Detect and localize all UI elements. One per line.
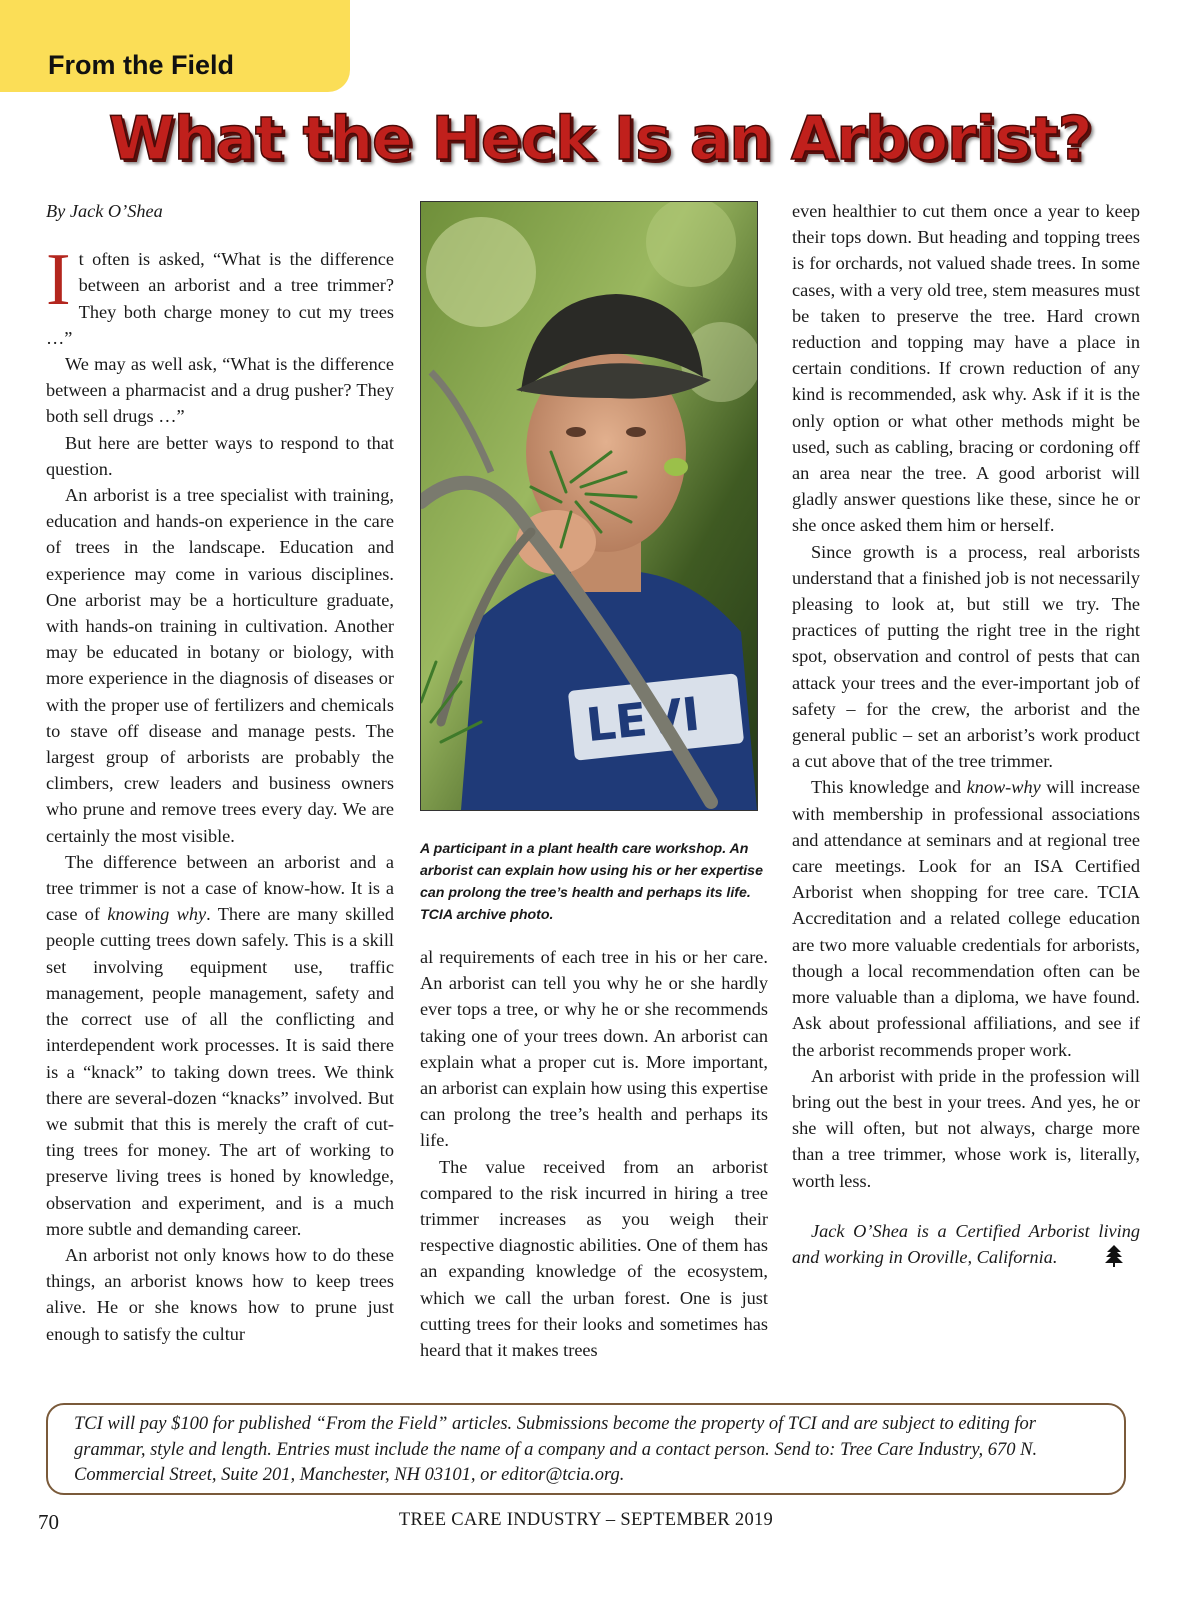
author-bio [792,1218,1140,1274]
bio-text: Jack O’Shea is a Certified Arborist living and working in Oroville, California. [792,1220,1140,1267]
paragraph: An arborist not only knows how to do these things, an arborist knows how to keep trees alive. He or she knows how to prune just enough to satisfy the cultur [46,1244,394,1344]
photo-caption: A participant in a plant health care workshop. An arborist can explain how using his or her expertise can prolong the tree’s health and perhaps its life. TCIA archive photo. [420,841,763,923]
submission-notice: TCI will pay $100 for published “From the Field” articles. Submissions become the property of TCI and are subject to editing for grammar, style and length. Entries must include the name of a company and a contact person. Send to: Tree Care Industry, 670 N. Commercial Street, Suite 201, Manchester, NH 03101, or editor@tcia.org. [46,1403,1126,1495]
section-tab [0,0,350,92]
paragraph [46,239,394,351]
section-label: From the Field [48,50,235,80]
photo-illustration [421,202,757,810]
column-2 [420,944,768,1363]
running-footer: TREE CARE INDUSTRY – SEPTEMBER 2019 [398,1510,774,1530]
shirt-text: LEVI [583,686,703,753]
paragraph: But here are better ways to respond to that question. [46,432,394,479]
paragraph: Since growth is a process, real arborists understand that a finished job is not necessarily pleasing to look at, but still we try. The practices of putting the right tree in the right spot, observation and control of pests that can attack your trees and the ever-important job of safety – for the crew, the arborist and the general public – set an arborist’s work product a cut above that of the tree trimmer. [792,541,1140,772]
page-number: 70 [38,1510,59,1534]
paragraph: even healthier to cut them once a year to keep their tops down. But heading and topping trees is for orchards, not valued shade trees. In some cases, with a very old tree, stem measures must be taken to preserve the tree. Hard crown reduction and topping may have a place in certain conditions. If crown reduction of any kind is recommended, ask why. Ask if it is the only option or what other methods might be used, such as cabling, bracing or cordoning off an area near the tree. A good arborist will gladly answer questions like these, since he or she once asked them him or herself. [792,201,1140,536]
emphasis: knowing why [107,904,207,925]
emphasis: know-why [966,777,1041,798]
paragraph-text: This knowledge and [811,777,967,798]
column-3 [792,198,1140,1274]
paragraph-text: will increase with membership in professional associations and attendance at seminars and at regional tree care meetings. Look for an ISA Certified Arborist when shopping for tree care. TCIA Accreditation and a related college education are two more valuable credentials for arborists, though a local recommendation often can be more valuable than a diploma, we have found. Ask about professional affiliations, and see if the arborist recommends proper work. [792,777,1140,1060]
paragraph: An arborist with pride in the profession will bring out the best in your trees. And yes, he or she will often, but not always, charge more than a tree trimmer, whose work is, literally, worth less. [792,1065,1140,1191]
paragraph-text: . There are many skilled people cutting trees down safely. This is a skill set involving equipment use, traffic management, people management, safety and the correct use of all the conflicting and interdependent work processes. It is said there is a “knack” to taking down trees. We think there are several-dozen “knacks” involved. But we submit that this is merely the craft of cutting trees for money. The art of working to preserve living trees is honed by knowledge, observation and experiment, and is a much more subtle and demanding career. [46,904,395,1239]
paragraph: The value received from an arborist compared to the risk incurred in hiring a tree trimmer increases as you weigh their respective diagnostic abilities. One of them has an expanding knowledge of the ecosystem, which we call the urban forest. One is just cutting trees for their looks and sometimes has heard that it makes trees [420,1156,768,1361]
paragraph: We may as well ask, “What is the difference between a pharmacist and a drug pusher? They both sell drugs …” [46,354,394,427]
drop-cap: I [46,239,71,322]
paragraph-text: The difference between an arborist and a tree trimmer is not a case of know-how. It is a case of [46,851,394,925]
headline: What the Heck Is an Arborist? [108,104,1092,174]
tree-icon [1085,1245,1124,1274]
paragraph: al requirements of each tree in his or her care. An arborist can tell you why he or she hardly ever tops a tree, or why he or she recommends taking one of your trees down. An arborist can explain what a proper cut is. More important, an arborist can explain how using this expertise can prolong the tree’s health and perhaps its life. [420,947,768,1151]
paragraph [46,849,394,1242]
byline: By Jack O’Shea [46,201,163,221]
column-1 [46,198,394,1347]
paragraph [792,774,1140,1062]
paragraph-text: t often is asked, “What is the difference between an arborist and a tree trimmer? They both charge money to cut my trees …” [46,249,394,348]
article-photo [420,201,758,811]
paragraph: An arborist is a tree specialist with training, education and hands-on experience in the care of trees in the landscape. Education and experience may come in various disciplines. One arborist may be a horticulture graduate, with hands-on training in cultivation. Another may be educated in botany or biology, with more experience in the diagnosis of diseases or with the proper use of fertilizers and chemicals to stave off disease and manage pests. The largest group of arborists are probably the climbers, crew leaders and business owners who prune and remove trees every day. We are certainly the most visible. [46,485,394,846]
